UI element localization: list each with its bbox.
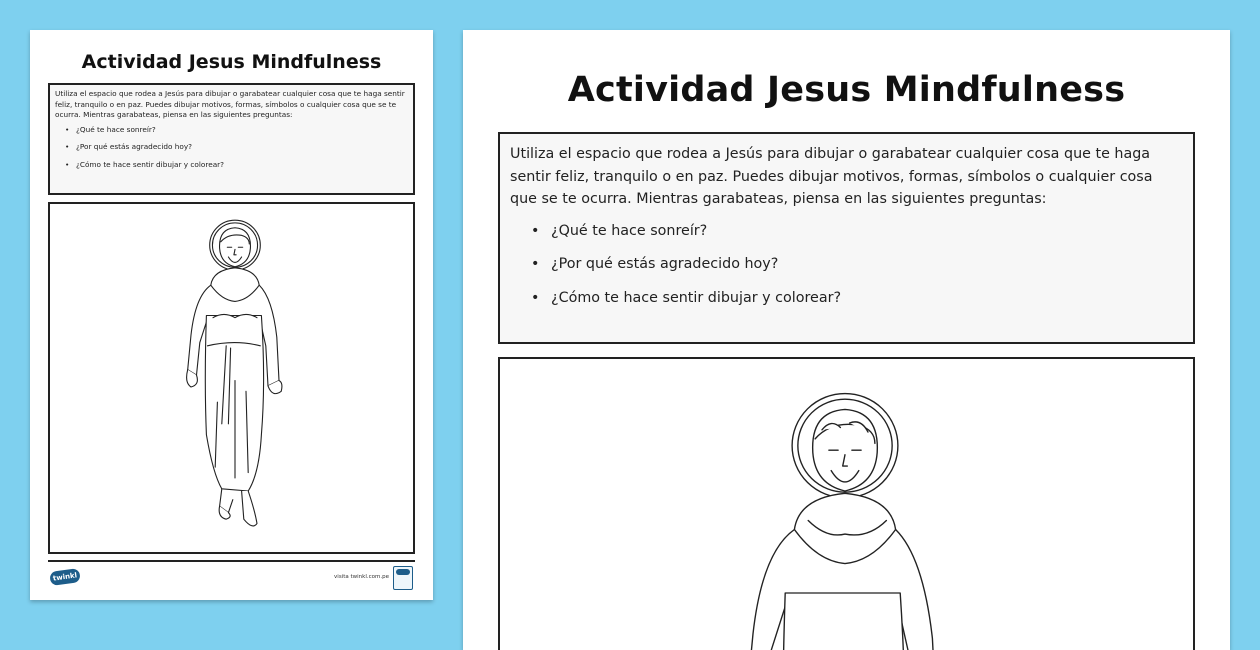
question-item: • ¿Por qué estás agradecido hoy? <box>510 253 1183 276</box>
worksheet-zoomed <box>463 30 1230 650</box>
question-item: • ¿Cómo te hace sentir dibujar y colorear? <box>510 287 1183 310</box>
instructions-box <box>48 83 415 195</box>
jesus-figure-illustration <box>730 389 960 650</box>
question-item: • ¿Por qué estás agradecido hoy? <box>55 142 408 153</box>
question-item: • ¿Qué te hace sonreír? <box>510 220 1183 243</box>
questions-list <box>510 220 1183 310</box>
worksheet-footer <box>48 560 415 594</box>
instructions-box <box>498 132 1195 344</box>
footer-url: visita twinkl.com.pe <box>334 574 389 580</box>
drawing-area <box>48 202 415 554</box>
instructions-text: Utiliza el espacio que rodea a Jesús para dibujar o garabatear cualquier cosa que te haga sentir feliz, tranquilo o en paz. Puedes dibujar motivos, formas, símbolos o cualquier cosa que se te ocurra. Mientras garabateas, piensa en las siguientes preguntas: <box>55 89 405 119</box>
twinkl-logo: twinkl <box>49 568 81 586</box>
worksheet-title: Actividad Jesus Mindfulness <box>81 51 382 73</box>
worksheet-title: Actividad Jesus Mindfulness <box>567 70 1126 110</box>
questions-list <box>55 125 408 171</box>
badge-icon <box>393 566 413 590</box>
worksheet-thumbnail <box>30 30 433 600</box>
question-item: • ¿Qué te hace sonreír? <box>55 125 408 136</box>
drawing-area <box>498 357 1195 650</box>
question-item: • ¿Cómo te hace sentir dibujar y colorear? <box>55 160 408 171</box>
instructions-text: Utiliza el espacio que rodea a Jesús para dibujar o garabatear cualquier cosa que te haga sentir feliz, tranquilo o en paz. Puedes dibujar motivos, formas, símbolos o cualquier cosa que se te ocurra. Mientras garabateas, piensa en las siguientes preguntas: <box>510 146 1153 207</box>
jesus-figure-illustration <box>180 218 290 543</box>
